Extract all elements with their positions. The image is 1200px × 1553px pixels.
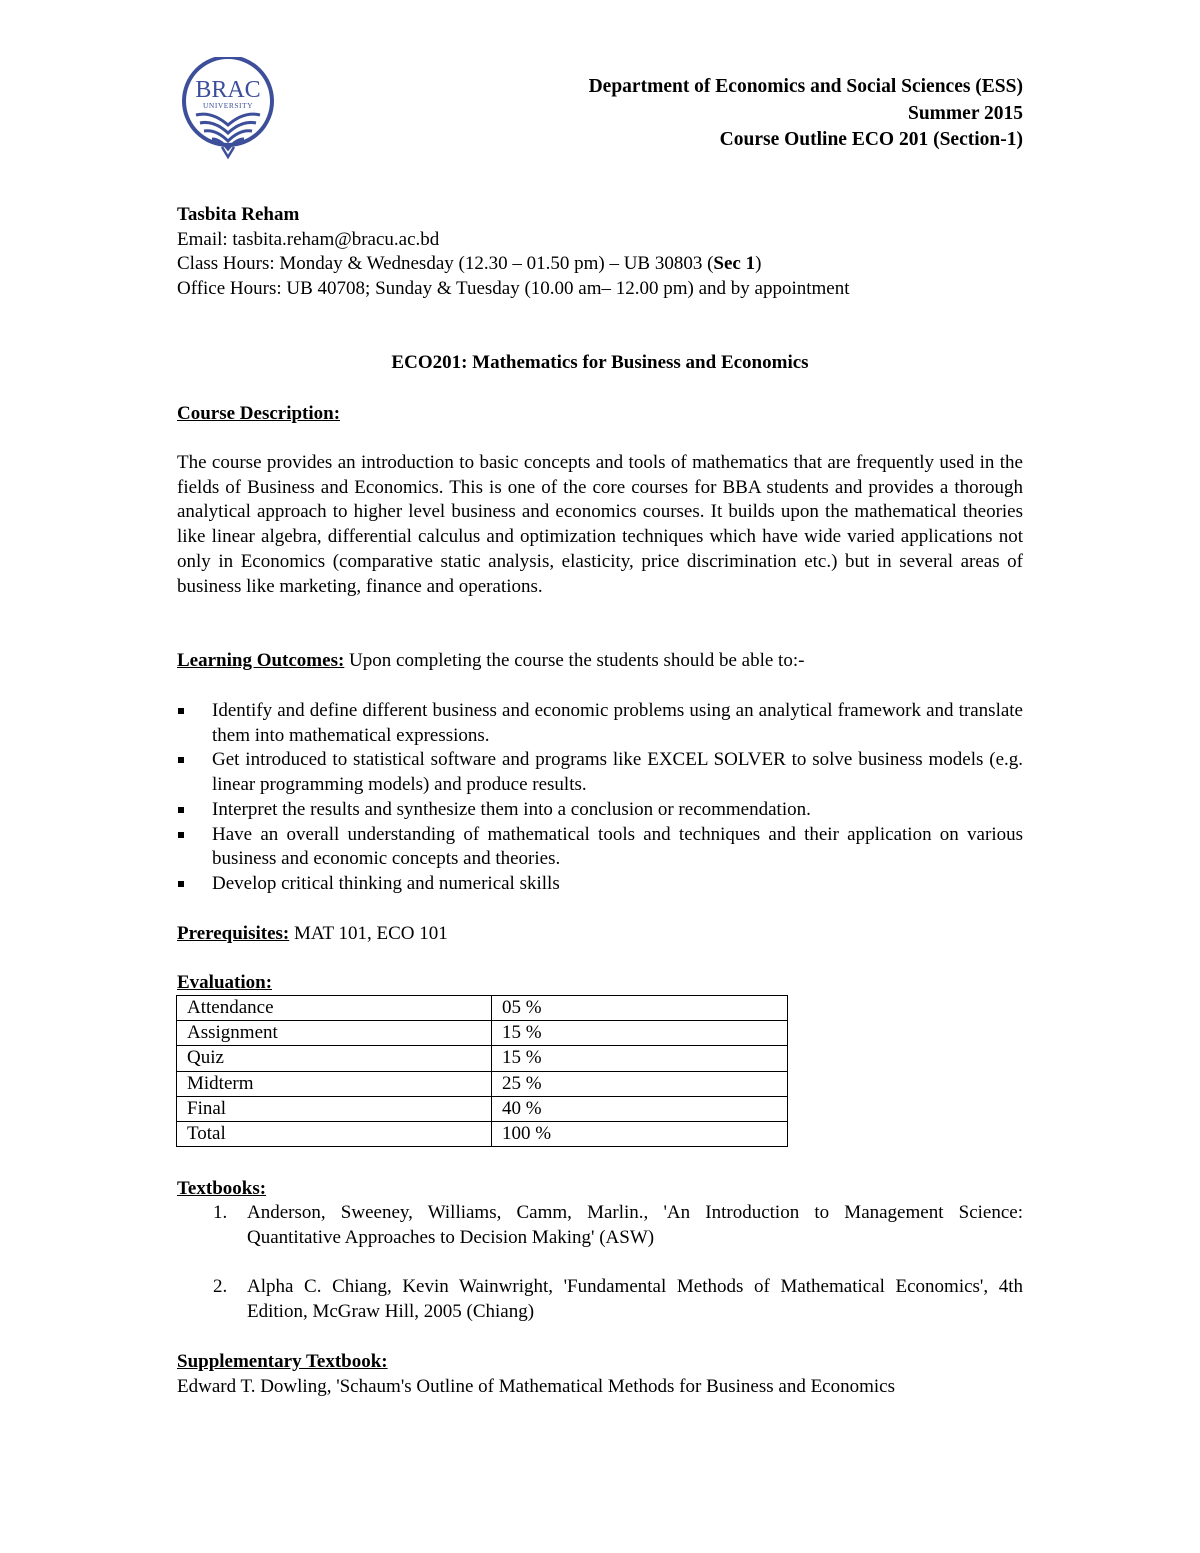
square-bullet-icon: [178, 881, 184, 887]
department-title: Department of Economics and Social Sciences (ESS): [588, 76, 1023, 97]
course-description-text: The course provides an introduction to basic concepts and tools of mathematics that are frequently used in the fields of Business and Economics. This is one of the core courses for BBA students and provides a thorough analytical approach to higher level business and economics courses. It builds upon the mathematical theories like linear algebra, differential calculus and optimization techniques which have wide varied applications not only in Economics (comparative static analysis, elasticity, price discrimination etc.) but in several areas of business like marketing, finance and operations.: [177, 452, 1023, 597]
evaluation-heading: Evaluation:: [177, 972, 273, 993]
prerequisites-heading: Prerequisites:: [177, 923, 290, 944]
eval-weight: 40 %: [492, 1096, 788, 1121]
eval-weight: 25 %: [492, 1071, 788, 1096]
evaluation-table: [176, 995, 788, 1147]
eval-weight: 15 %: [492, 1021, 788, 1046]
square-bullet-icon: [178, 757, 184, 763]
table-row: [177, 1046, 788, 1071]
class-hours-suffix: ): [755, 253, 762, 275]
supplementary-textbook-heading: Supplementary Textbook:: [177, 1351, 388, 1372]
learning-outcomes-intro: Upon completing the course the students should be able to:-: [344, 650, 805, 671]
textbooks-heading: Textbooks:: [177, 1178, 267, 1199]
university-logo: [178, 57, 278, 161]
eval-item: Final: [177, 1096, 492, 1121]
textbook-text: Alpha C. Chiang, Kevin Wainwright, 'Fundamental Methods of Mathematical Economics', 4th Edition, McGraw Hill, 2005 (Chiang): [247, 1276, 1023, 1322]
list-item: [177, 1275, 1023, 1324]
supplementary-textbook-text: Edward T. Dowling, 'Schaum's Outline of Mathematical Methods for Business and Economics: [177, 1376, 895, 1397]
outcome-text: Interpret the results and synthesize them into a conclusion or recommendation.: [212, 798, 811, 820]
document-header: [589, 74, 1023, 154]
outcome-text: Have an overall understanding of mathematical tools and techniques and their application on various business and economic concepts and theories.: [212, 823, 1023, 870]
textbooks-list: [177, 1201, 1023, 1325]
prerequisites-value: MAT 101, ECO 101: [289, 923, 448, 944]
term-title: Summer 2015: [907, 102, 1023, 124]
list-item: [177, 1201, 1023, 1250]
table-row: [177, 1096, 788, 1121]
textbook-number: 1.: [213, 1202, 228, 1223]
class-hours-section: Sec 1: [713, 253, 756, 275]
course-title: ECO201: Mathematics for Business and Economics: [391, 352, 809, 373]
square-bullet-icon: [178, 832, 184, 838]
class-hours: [177, 252, 1023, 277]
course-outline-title: Course Outline ECO 201 (Section-1): [719, 129, 1023, 150]
table-row: [177, 1021, 788, 1046]
textbook-text: Anderson, Sweeney, Williams, Camm, Marlin., 'An Introduction to Management Science: Quantitative Approaches to Decision Making' (ASW): [247, 1202, 1023, 1248]
prerequisites: [177, 922, 448, 947]
table-row: [177, 1121, 788, 1146]
table-row: [177, 1071, 788, 1096]
eval-item: Attendance: [177, 996, 492, 1021]
eval-item: Quiz: [177, 1046, 492, 1071]
learning-outcomes-list: [177, 699, 1023, 897]
logo-text-university: UNIVERSITY: [203, 101, 253, 110]
square-bullet-icon: [178, 807, 184, 813]
outcome-text: Identify and define different business and economic problems using an analytical framework and translate them into mathematical expressions.: [212, 700, 1023, 746]
list-item: [177, 699, 1023, 748]
eval-item: Total: [177, 1121, 492, 1146]
list-item: [177, 798, 1023, 823]
eval-weight: 100 %: [492, 1121, 788, 1146]
outcome-text: Get introduced to statistical software and programs like EXCEL SOLVER to solve business models (e.g. linear programming models) and produce results.: [212, 749, 1023, 796]
learning-outcomes-heading: Learning Outcomes:: [177, 650, 345, 671]
instructor-name: Tasbita Reham: [177, 204, 300, 225]
square-bullet-icon: [178, 708, 184, 714]
logo-text-brac: BRAC: [195, 77, 261, 103]
course-description-heading: Course Description:: [177, 403, 341, 424]
table-row: [177, 996, 788, 1021]
office-hours: Office Hours: UB 40708; Sunday & Tuesday (10.00 am– 12.00 pm) and by appointment: [177, 278, 850, 300]
brac-logo-icon: [178, 57, 278, 161]
eval-item: Midterm: [177, 1071, 492, 1096]
outcome-text: Develop critical thinking and numerical skills: [212, 872, 560, 894]
textbook-number: 2.: [213, 1276, 228, 1298]
list-item: [177, 823, 1023, 872]
learning-outcomes-line: [177, 649, 1023, 674]
class-hours-prefix: Class Hours: Monday & Wednesday (12.30 – 01.50 pm) – UB 30803 (: [177, 253, 714, 275]
instructor-email: Email: tasbita.reham@bracu.ac.bd: [177, 228, 440, 250]
list-item: [177, 748, 1023, 797]
eval-weight: 15 %: [492, 1046, 788, 1071]
list-item: [177, 872, 1023, 897]
eval-item: Assignment: [177, 1021, 492, 1046]
eval-weight: 05 %: [492, 996, 788, 1021]
instructor-info: [177, 203, 1023, 302]
